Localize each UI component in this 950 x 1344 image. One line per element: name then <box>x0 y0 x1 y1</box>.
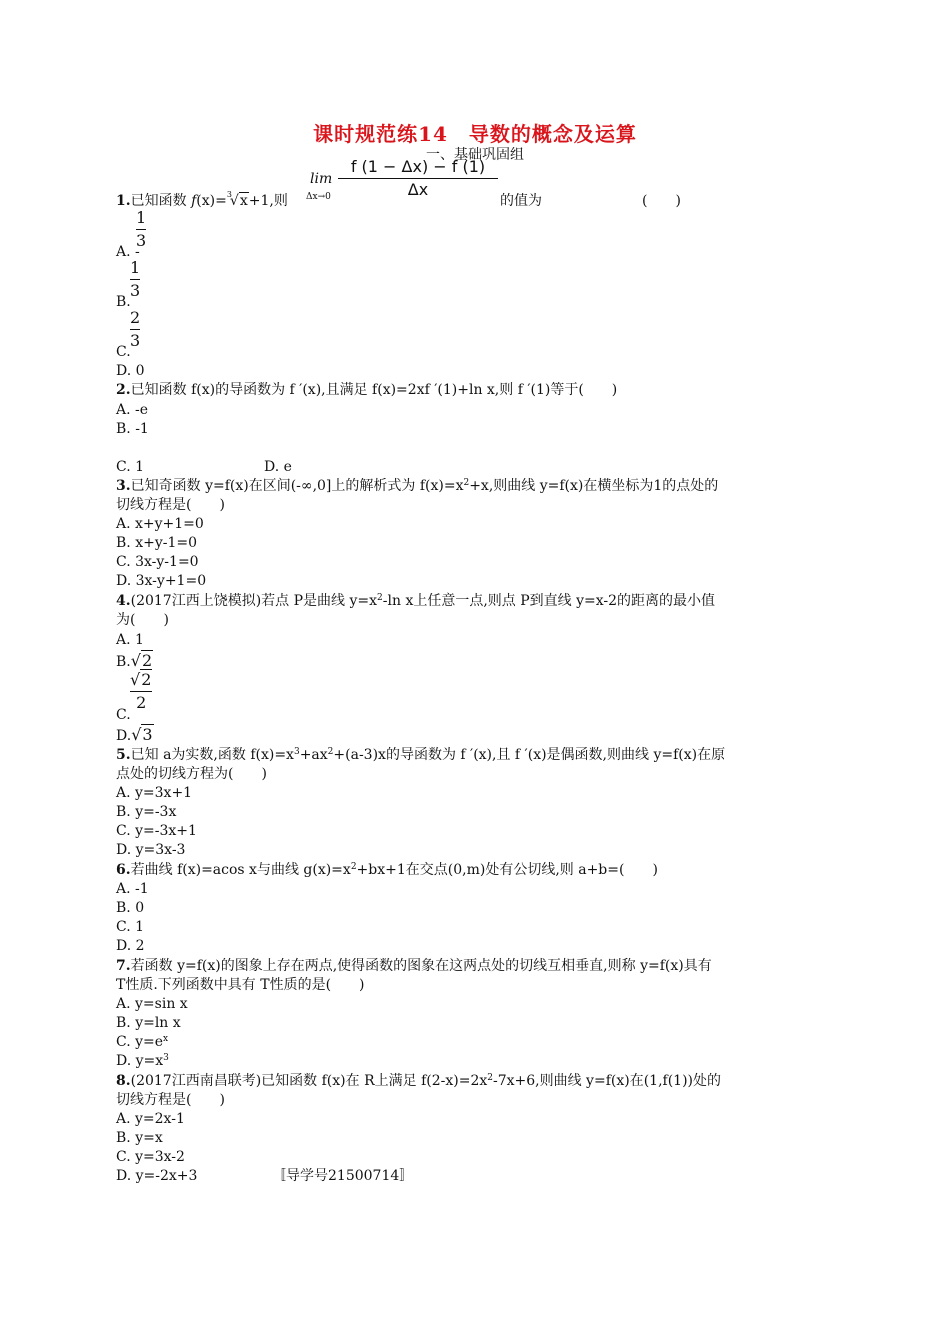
q7-option-d: D. $y=x^3$ <box>116 1053 169 1069</box>
q6-option-b: B. 0 <box>116 900 145 916</box>
lim-subscript: Δx→0 <box>306 192 331 202</box>
q3-option-a: A. x+y+1=0 <box>116 516 204 532</box>
q1-text-d: 的值为 <box>500 193 542 209</box>
q8-option-a: A. y=2x-1 <box>116 1111 185 1127</box>
question-6: 6.若曲线 f(x)=acos x与曲线 $g(x)=x^2+bx+1$在交点(0,m)处有公切线,则 a+b=( ) <box>116 862 658 878</box>
question-number: 1. <box>116 193 131 209</box>
q5-option-c: C. y=-3x+1 <box>116 823 197 839</box>
q1-option-a: A. - <box>116 244 140 260</box>
q7-line-2: T性质.下列函数中具有 T性质的是( ) <box>116 977 365 993</box>
question-7: 7.若函数 y=f(x)的图象上存在两点,使得函数的图象在这两点处的切线互相垂直,则称 y=f(x)具有 <box>116 958 712 974</box>
q7-option-b: B. y=ln x <box>116 1015 181 1031</box>
q1-answer-paren: ( ) <box>642 193 681 209</box>
q4-option-c-fraction: √2 2 <box>130 670 152 712</box>
section-subtitle: 一、基础巩固组 <box>426 147 524 163</box>
q6-option-c: C. 1 <box>116 919 145 935</box>
limit-fraction <box>338 156 498 201</box>
question-3: 3.已知奇函数 y=f(x)在区间(-∞,0]上的解析式为 $f(x)=x^2+x$,则曲线 y=f(x)在横坐标为1的点处的 <box>116 478 719 494</box>
q4-line-2: 为( ) <box>116 612 169 628</box>
q6-option-a: A. -1 <box>116 881 149 897</box>
q6-option-d: D. 2 <box>116 938 145 954</box>
limit-denominator: Δx <box>407 180 429 199</box>
q1-fx: f <box>191 193 197 209</box>
question-8: 8.(2017江西南昌联考)已知函数 f(x)在 R上满足 $f(2-x)=2x^2-7x+6$,则曲线 y=f(x)在(1,f(1))处的 <box>116 1073 721 1089</box>
q5-option-d: D. y=3x-3 <box>116 842 186 858</box>
question-5: 5.已知 a为实数,函数 $f(x)=x^3+ax^2+(a-3)x$的导函数为 f ′(x),且 f ′(x)是偶函数,则曲线 y=f(x)在原 <box>116 747 726 763</box>
question-2: 2.已知函数 f(x)的导函数为 f ′(x),且满足 f(x)=2xf ′(1)+ln x,则 f ′(1)等于( ) <box>116 382 618 398</box>
limit-numerator: f (1 − Δx) − f (1) <box>350 157 486 176</box>
q8-option-c: C. y=3x-2 <box>116 1149 185 1165</box>
q3-option-b: B. x+y-1=0 <box>116 535 197 551</box>
q4-option-d: D.√3 <box>116 725 153 744</box>
q1-text-c: +1,则 <box>248 193 288 209</box>
page-title: 课时规范练14 导数的概念及运算 <box>313 122 637 146</box>
q8-line-2: 切线方程是( ) <box>116 1092 225 1108</box>
q1-option-c: C. <box>116 344 131 360</box>
q1-option-c-fraction: 2 3 <box>130 308 141 350</box>
q2-option-c: C. 1 <box>116 459 145 475</box>
q3-option-c: C. 3x-y-1=0 <box>116 554 199 570</box>
q4-option-c: C. <box>116 707 131 723</box>
q1-option-a-fraction: 1 3 <box>136 208 147 250</box>
q4-option-a: A. 1 <box>116 632 144 648</box>
q7-option-a: A. y=sin x <box>116 996 188 1012</box>
q2-option-b: B. -1 <box>116 421 149 437</box>
q8-option-d: D. y=-2x+3 <box>116 1168 198 1184</box>
q3-line-2: 切线方程是( ) <box>116 497 225 513</box>
question-4: 4.(2017江西上饶模拟)若点 P是曲线 $y=x^2-\ln$ x上任意一点,则点 P到直线 y=x-2的距离的最小值 <box>116 593 716 609</box>
q5-option-a: A. y=3x+1 <box>116 785 193 801</box>
q3-option-d: D. 3x-y+1=0 <box>116 573 207 589</box>
q4-option-b: B.√2 <box>116 651 153 670</box>
q1-option-b: B. <box>116 294 131 310</box>
q1-text-b: (x)= <box>196 193 227 209</box>
q1-option-d: D. 0 <box>116 363 145 379</box>
q1-text-a: 已知函数 <box>130 193 192 209</box>
guide-number: 〚导学号21500714〛 <box>272 1168 414 1184</box>
cube-root: $^3$√x <box>226 190 248 209</box>
q8-option-b: B. y=x <box>116 1130 163 1146</box>
q2-option-a: A. -e <box>116 402 149 418</box>
q5-option-b: B. y=-3x <box>116 804 177 820</box>
q1-option-b-fraction: 1 3 <box>130 258 141 300</box>
q2-option-d: D. e <box>264 459 292 475</box>
q5-line-2: 点处的切线方程为( ) <box>116 766 267 782</box>
q7-option-c: C. $y=e^x$ <box>116 1034 169 1050</box>
lim-word: lim <box>310 171 333 187</box>
